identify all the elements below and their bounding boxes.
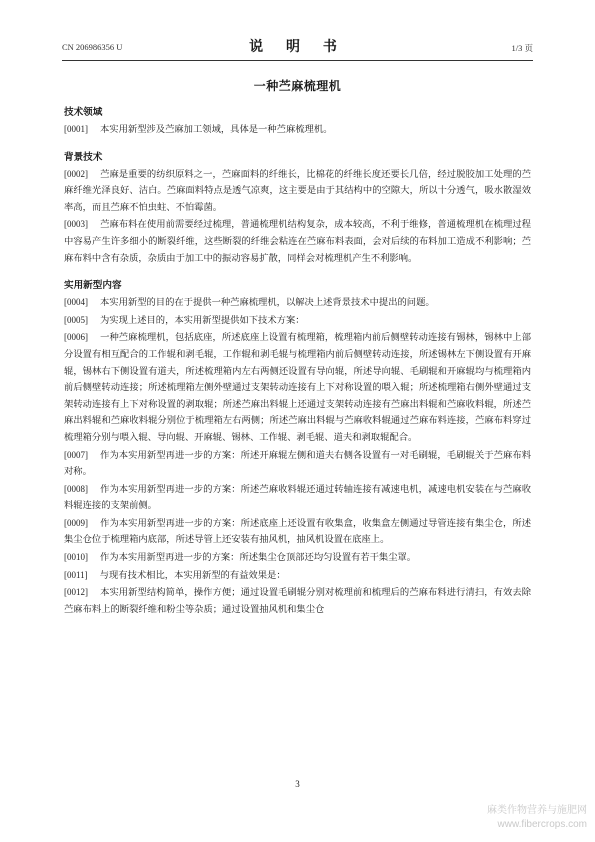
paragraph: [64, 121, 531, 139]
paragraph-number: [0012]: [64, 587, 88, 598]
paragraph-text: 本实用新型结构简单，操作方便；通过设置毛刷辊分别对梳理前和梳理后的苎麻布料进行清扫，有效去除苎麻布料上的断裂纤维和粉尘等杂质；通过设置抽风机和集尘仓: [64, 587, 531, 615]
header-title: 说 明 书: [249, 39, 346, 55]
paragraph-text: 作为本实用新型再进一步的方案：所述集尘仓顶部还均匀设置有若干集尘罩。: [100, 552, 417, 564]
paragraph-number: [0011]: [64, 569, 88, 580]
paragraph: [64, 294, 531, 312]
paragraph-text: 作为本实用新型再进一步的方案：所述底座上还设置有收集盒，收集盒左侧通过导管连接有集尘仓，所述集尘仓位于梳理箱内底部，所述导管上还安装有抽风机，抽风机设置在底座上。: [64, 517, 531, 546]
site-watermark: [487, 804, 587, 832]
paragraph-text: 为实现上述目的，本实用新型提供如下技术方案：: [100, 314, 305, 326]
paragraph-text: 苎麻布料在使用前需要经过梳理，普通梳理机结构复杂，成本较高，不利于维修，普通梳理机在梳理过程中容易产生许多细小的断裂纤维，这些断裂的纤维会粘连在苎麻布料表面，会对后续的布料加工造成不利影响；苎麻布料中含有杂质，杂质由于加工中的振动容易扩散，同样会对梳理机产生不利影响。: [64, 219, 531, 264]
paragraph-number: [0005]: [64, 314, 88, 325]
section-heading: 技术领域: [64, 107, 103, 118]
paragraph: [64, 329, 531, 446]
paragraph: [64, 312, 531, 330]
paragraph-text: 本实用新型涉及苎麻加工领域，具体是一种苎麻梳理机。: [100, 124, 333, 135]
section-utility-model-content: [64, 277, 531, 636]
paragraph-number: [0008]: [64, 483, 88, 494]
paragraph-text: 与现有技术相比，本实用新型的有益效果是：: [99, 569, 286, 581]
paragraph: [64, 447, 531, 481]
paragraph: [64, 481, 531, 515]
paragraph-number: [0001]: [64, 124, 88, 134]
section-heading: 实用新型内容: [64, 280, 122, 292]
document-title: 一种苎麻梳理机: [253, 79, 342, 93]
section-heading: 背景技术: [64, 151, 103, 163]
paragraph: [64, 549, 531, 567]
paragraph: [64, 567, 531, 585]
watermark-url: www.fibercrops.com: [497, 819, 587, 830]
paragraph: [64, 584, 531, 618]
paragraph-text: 作为本实用新型再进一步的方案：所述苎麻收料辊还通过转轴连接有减速电机，减速电机安装在与苎麻收料辊连接的支架前侧。: [64, 483, 531, 512]
section-technical-field: [64, 104, 531, 139]
paragraph: [64, 618, 531, 636]
patent-number: CN 206986356 U: [62, 42, 123, 52]
paragraph: [64, 216, 531, 267]
paragraph-text: 作为本实用新型再进一步的方案：所述开麻辊左侧和道夫右侧各设置有一对毛刷辊，毛刷辊关于苎麻布料对称。: [64, 449, 531, 478]
section-background: [64, 149, 531, 268]
paragraph-text: 苎麻是重要的纺织原料之一，苎麻面料的纤维长，比棉花的纤维长度还要长几倍，经过脱胶加工处理的苎麻纤维光泽良好、洁白。苎麻面料特点是透气凉爽，这主要是由于其结构中的空隙大，所以十分透气，吸水散湿效率高，而且苎麻不怕虫蛀、不怕霉菌。: [64, 168, 531, 213]
paragraph-text: 本实用新型的目的在于提供一种苎麻梳理机，以解决上述背景技术中提出的问题。: [100, 297, 435, 309]
paragraph: [64, 515, 531, 549]
paragraph-number: [0004]: [64, 297, 88, 308]
paragraph: [64, 166, 531, 217]
header-divider: [62, 60, 533, 61]
paragraph-number: [0006]: [64, 332, 88, 343]
page-counter: 1/3 页: [511, 43, 533, 53]
page-number: 3: [295, 779, 300, 789]
paragraph-number: [0007]: [64, 449, 88, 460]
page-header: [62, 36, 533, 56]
watermark-site-name: 麻类作物营养与施肥网: [487, 805, 587, 816]
paragraph-number: [0009]: [64, 517, 88, 528]
paragraph-number: [0003]: [64, 219, 88, 230]
paragraph-text: 一种苎麻梳理机，包括底座，所述底座上设置有梳理箱，梳理箱内前后侧壁转动连接有锡林，锡林中上部分设置有相互配合的工作辊和剥毛辊，工作辊和剥毛辊与梳理箱内前后侧壁转动连接，所述锡林左下侧设置有开麻辊，锡林右下侧设置有道夫，所述梳理箱内左右两侧还设置有导向辊，所述导向辊、毛刷辊和开麻辊均与梳理箱内前后侧壁转动连接；所述梳理箱左侧外壁通过支架转动连接有上下对称设置的喂入辊；所述梳理箱右侧外壁通过支架转动连接有上下对称设置的剥取辊；所述苎麻出料辊上还通过支架转动连接有苎麻出料辊和苎麻收料辊，所述苎麻出料辊和苎麻收料辊分别位于梳理箱左右两侧；所述苎麻出料辊与苎麻收料辊通过苎麻布料连接，苎麻布料穿过梳理箱分别与喂入辊、导向辊、开麻辊、锡林、工作辊、剥毛辊、道夫和剥取辊配合。: [64, 332, 531, 443]
paragraph-number: [0002]: [64, 168, 88, 179]
document-body: [64, 104, 531, 646]
paragraph-number: [0010]: [64, 552, 88, 563]
